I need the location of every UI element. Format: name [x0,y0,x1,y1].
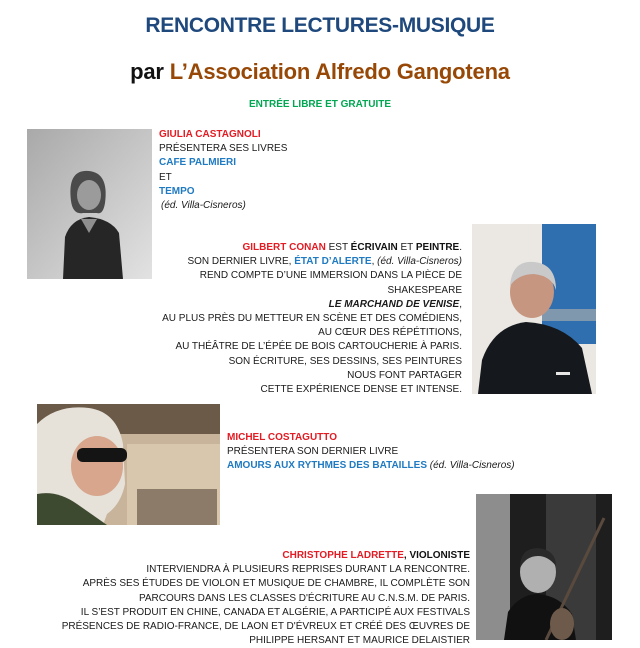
book-title: AMOURS AUX RYTHMES DES BATAILLES [227,460,428,472]
subtitle-prefix: par [130,59,164,84]
page-subtitle [0,59,640,85]
photo-christophe-ladrette [476,494,612,640]
portrait-icon [476,494,612,640]
guest-name: MICHEL COSTAGUTTO [227,432,337,443]
guest-name: CHRISTOPHE LADRETTE [282,550,404,561]
book-line [227,459,557,473]
guest-christophe-ladrette [40,549,470,648]
play-name: LE MARCHAND DE VENISE [328,298,460,310]
guest-line: AU THÉÂTRE DE L’ÉPÉE DE BOIS CARTOUCHERIE À PARIS. [175,341,462,353]
role: VIOLONISTE [409,550,470,561]
publisher: (éd. Villa-Cisneros) [377,256,462,268]
guest-line: PHILIPPE HERSANT ET MAURICE DELAISTIER [249,635,470,647]
guest-giulia-castagnoli [159,128,359,213]
guest-line: PRÉSENTERA SES LIVRES [159,143,288,155]
guest-line: REND COMPTE D’UNE IMMERSION DANS LA PIÈCE DE [199,270,462,282]
book-title: CAFE PALMIERI [159,157,237,169]
line-text: , [371,256,378,268]
conjunction: ET [159,171,172,183]
entry-notice: ENTRÉE LIBRE ET GRATUITE [248,99,392,110]
guest-line: SON ÉCRITURE, SES DESSINS, SES PEINTURES [228,355,462,367]
guest-line: SHAKESPEARE [387,284,462,296]
publisher: (éd. Villa-Cisneros) [161,200,246,212]
portrait-icon [472,224,596,394]
photo-gilbert-conan [472,224,596,394]
role: PEINTRE [415,242,460,253]
publisher: (éd. Villa-Cisneros) [427,460,515,472]
photo-michel-costagutto [37,404,220,525]
book-title: TEMPO [159,185,195,197]
line-text: , [459,298,462,310]
guest-name: GIULIA CASTAGNOLI [159,129,261,140]
guest-name: GILBERT CONAN [242,242,326,253]
guest-line: PRÉSENCES DE RADIO-FRANCE, DE LAON ET D'ÉVREUX ET CRÉÉ DES ŒUVRES DE [61,621,470,633]
guest-line: PARCOURS DANS LES CLASSES D'ÉCRITURE AU C.N.S.M. DE PARIS. [138,592,470,604]
association-name: L’Association Alfredo Gangotena [169,59,510,84]
guest-line: CETTE EXPÉRIENCE DENSE ET INTENSE. [260,384,462,396]
guest-intro [40,549,470,563]
portrait-icon [37,404,220,525]
guest-michel-costagutto [227,431,557,474]
guest-line: IL S’EST PRODUIT EN CHINE, CANADA ET ALGÉRIE, A PARTICIPÉ AUX FESTIVALS [80,606,470,618]
guest-line: AU CŒUR DES RÉPÉTITIONS, [318,327,462,339]
play-title [120,298,462,312]
guest-intro [120,241,462,255]
role: ÉCRIVAIN [350,242,398,253]
separator: , [403,550,410,561]
page-title: RENCONTRE LECTURES-MUSIQUE [145,14,495,37]
intro-text: ET [397,242,416,253]
guest-line: INTERVIENDRA À PLUSIEURS REPRISES DURANT LA RENCONTRE. [146,564,470,576]
guest-line: AU PLUS PRÈS DU METTEUR EN SCÈNE ET DES COMÉDIENS, [162,313,462,325]
guest-line: APRÈS SES ÉTUDES DE VIOLON ET MUSIQUE DE CHAMBRE, IL COMPLÈTE SON [82,578,470,590]
line-text: SON DERNIER LIVRE, [187,256,295,268]
guest-line [120,255,462,269]
guest-gilbert-conan [120,241,462,397]
guest-line: NOUS FONT PARTAGER [347,369,462,381]
intro-text: EST [325,242,351,253]
intro-text: . [459,242,462,253]
book-title: ÉTAT D’ALERTE [294,256,372,268]
guest-line: PRÉSENTERA SON DERNIER LIVRE [227,446,399,458]
